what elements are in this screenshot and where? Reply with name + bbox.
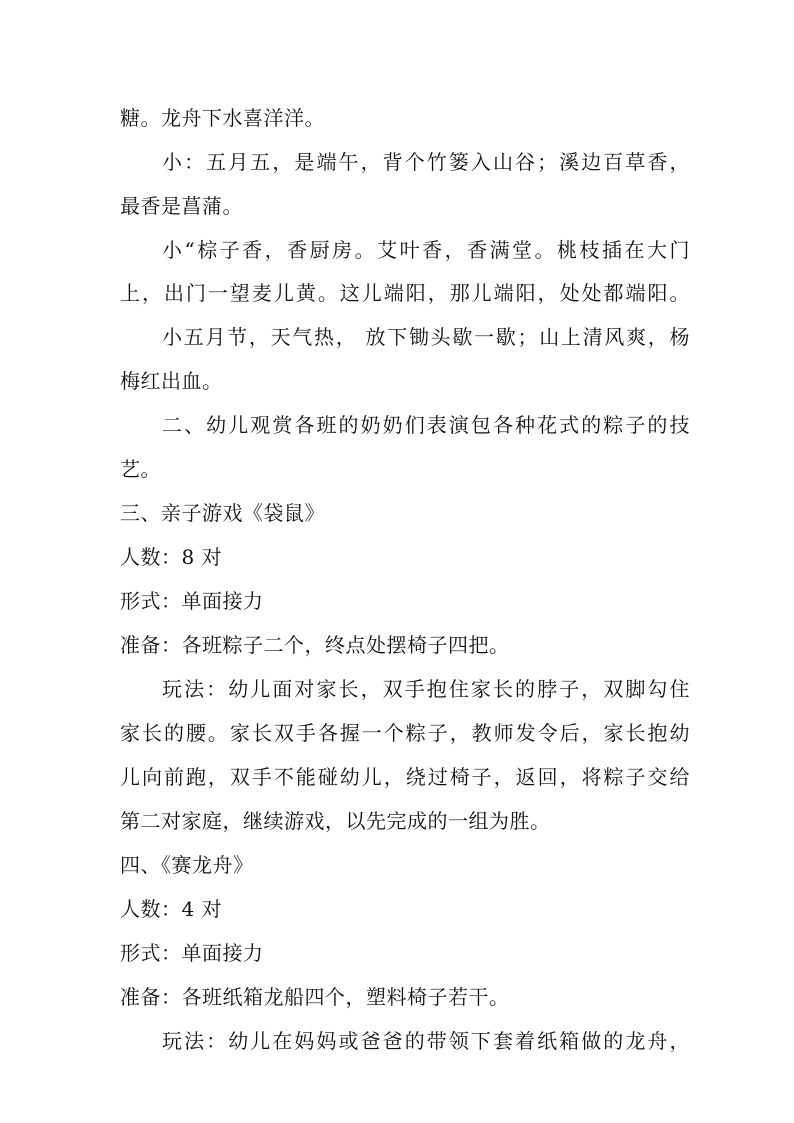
text-line-19: 人数：4 对 xyxy=(120,897,223,921)
text-line-6: 小五月节，天气热， 放下锄头歇一歇；山上清风爽，杨 xyxy=(162,325,690,349)
text-line-22: 玩法：幼儿在妈妈或爸爸的带领下套着纸箱做的龙舟， xyxy=(162,1029,690,1053)
section-heading-4: 四、《赛龙舟》 xyxy=(120,853,254,877)
text-line-15: 家长的腰。家长双手各握一个粽子，教师发令后，家长抱幼 xyxy=(120,721,690,745)
text-line-13: 准备：各班粽子二个，终点处摆椅子四把。 xyxy=(120,633,510,657)
text-line-14: 玩法：幼儿面对家长，双手抱住家长的脖子，双脚勾住 xyxy=(162,677,690,701)
text-line-11: 人数：8 对 xyxy=(120,545,223,569)
text-line-21: 准备：各班纸箱龙船四个，塑料椅子若干。 xyxy=(120,985,510,1009)
text-line-20: 形式：单面接力 xyxy=(120,941,264,965)
text-line-4: 小“棕子香，香厨房。艾叶香，香满堂。桃枝插在大门 xyxy=(162,238,690,262)
text-line-5: 上，出门一望麦儿黄。这儿端阳，那儿端阳，处处都端阳。 xyxy=(120,281,690,305)
text-line-3: 最香是菖蒲。 xyxy=(120,194,243,218)
text-line-1: 糖。龙舟下水喜洋洋。 xyxy=(120,106,325,130)
text-line-2: 小：五月五，是端午，背个竹篓入山谷；溪边百草香， xyxy=(162,150,690,174)
text-line-16: 儿向前跑，双手不能碰幼儿，绕过椅子，返回，将粽子交给 xyxy=(120,765,690,789)
text-line-9: 艺。 xyxy=(120,457,161,481)
text-line-8: 二、幼儿观赏各班的奶奶们表演包各种花式的粽子的技 xyxy=(162,413,690,437)
text-line-12: 形式：单面接力 xyxy=(120,589,264,613)
text-line-7: 梅红出血。 xyxy=(120,369,223,393)
text-line-17: 第二对家庭，继续游戏，以先完成的一组为胜。 xyxy=(120,809,551,833)
section-heading-3: 三、亲子游戏《袋鼠》 xyxy=(120,501,325,525)
